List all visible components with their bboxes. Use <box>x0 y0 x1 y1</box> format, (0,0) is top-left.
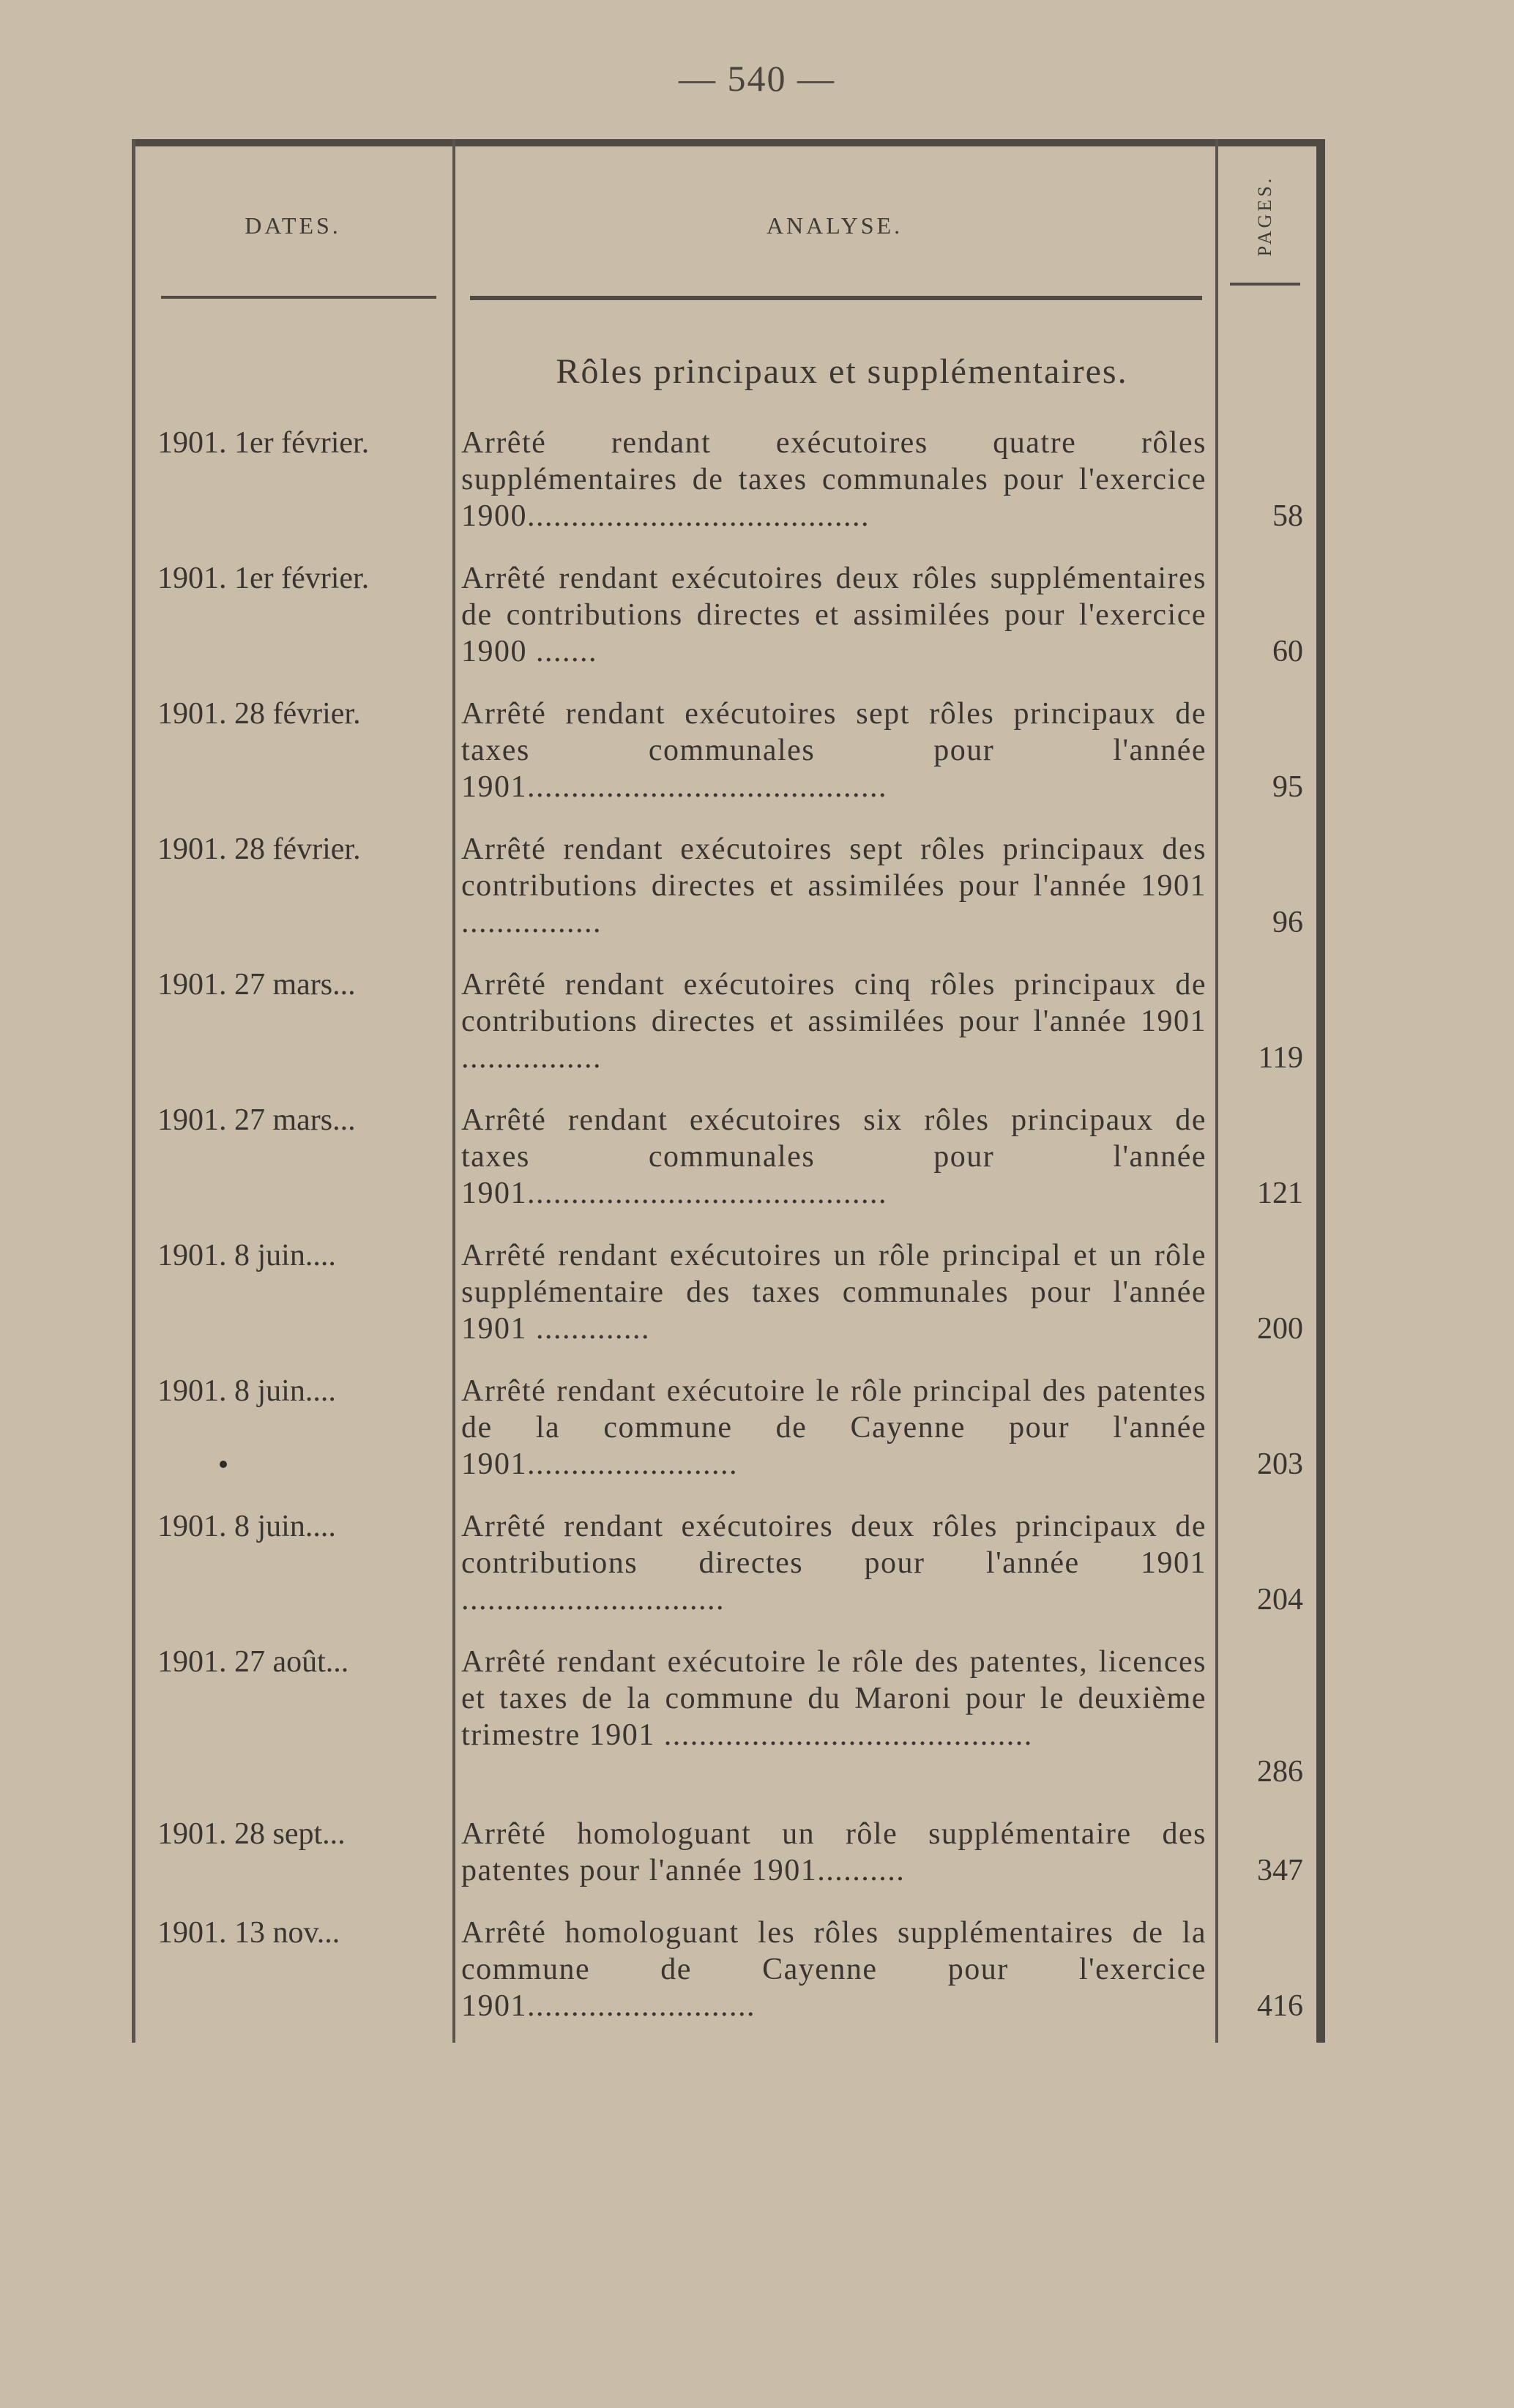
entry-page: 203 <box>1257 1447 1303 1481</box>
column-divider-pages <box>1215 139 1218 2043</box>
entry-analysis: Arrêté rendant exécutoire le rôle des patentes, licences et taxes de la commune du Maroni pour le deuxième trimestre 1901 .......................................... <box>461 1645 1207 1752</box>
entry-page: 200 <box>1257 1312 1303 1346</box>
header-rule-analyse <box>470 296 1202 300</box>
right-border <box>1316 139 1325 2043</box>
entry-analysis: Arrêté rendant exécutoires six rôles principaux de taxes communales pour l'année 1901......................................... <box>461 1103 1207 1210</box>
entry-page: 121 <box>1257 1177 1303 1210</box>
entry-analysis: Arrêté rendant exécutoire le rôle principal des patentes de la commune de Cayenne pour l'année 1901........................ <box>461 1374 1207 1481</box>
entry-date: 1901. 28 sept... <box>157 1817 346 1851</box>
entry-analysis: Arrêté rendant exécutoires sept rôles principaux de taxes communales pour l'année 1901......................................... <box>461 697 1207 804</box>
entry-page: 347 <box>1257 1854 1303 1887</box>
entry-date: 1901. 8 juin.... <box>157 1239 336 1272</box>
header-pages <box>1224 168 1306 264</box>
entry-page: 60 <box>1272 635 1303 668</box>
section-title: Rôles principaux et supplémentaires. <box>556 352 1128 391</box>
entry-page: 286 <box>1257 1755 1303 1789</box>
index-table <box>132 139 1325 2043</box>
header-analyse: ANALYSE. <box>766 212 903 239</box>
top-rule <box>132 139 1325 146</box>
bullet-mark <box>220 1461 227 1468</box>
header-pages-label: PAGES. <box>1254 175 1275 257</box>
entry-analysis: Arrêté rendant exécutoires deux rôles principaux de contributions directes pour l'année 1901 .............................. <box>461 1510 1207 1617</box>
entry-date: 1901. 27 mars... <box>157 1103 356 1137</box>
entry-date: 1901. 28 février. <box>157 832 361 866</box>
entry-page: 96 <box>1272 906 1303 939</box>
entry-date: 1901. 1er février. <box>157 426 370 460</box>
entry-date: 1901. 1er février. <box>157 562 370 595</box>
left-border <box>132 139 135 2043</box>
entry-analysis: Arrêté homologuant les rôles supplémentaires de la commune de Cayenne pour l'exercice 1901.......................... <box>461 1916 1207 2023</box>
header-rule-pages <box>1230 283 1300 286</box>
entry-date: 1901. 28 février. <box>157 697 361 731</box>
header-rule-dates <box>161 296 436 299</box>
entry-date: 1901. 8 juin.... <box>157 1374 336 1408</box>
entry-page: 58 <box>1272 499 1303 533</box>
entry-date: 1901. 8 juin.... <box>157 1510 336 1543</box>
header-dates: DATES. <box>245 212 341 239</box>
entry-date: 1901. 27 mars... <box>157 968 356 1002</box>
column-divider-dates <box>452 139 455 2043</box>
entry-analysis: Arrêté rendant exécutoires sept rôles principaux des contributions directes et assimilées pour l'année 1901 ................ <box>461 832 1207 939</box>
entry-analysis: Arrêté rendant exécutoires deux rôles supplémentaires de contributions directes et assimilées pour l'exercice 1900 ....... <box>461 562 1207 668</box>
entry-analysis: Arrêté rendant exécutoires cinq rôles principaux de contributions directes et assimilées pour l'année 1901 ................ <box>461 968 1207 1075</box>
entry-analysis: Arrêté homologuant un rôle supplémentaire des patentes pour l'année 1901.......... <box>461 1817 1207 1887</box>
entry-page: 204 <box>1257 1583 1303 1617</box>
entry-analysis: Arrêté rendant exécutoires un rôle principal et un rôle supplémentaire des taxes communales pour l'année 1901 ............. <box>461 1239 1207 1346</box>
entry-date: 1901. 13 nov... <box>157 1916 340 1950</box>
entry-page: 119 <box>1258 1041 1303 1075</box>
page-number: — 540 — <box>679 58 835 99</box>
entry-page: 416 <box>1257 1989 1303 2023</box>
entry-page: 95 <box>1272 770 1303 804</box>
entry-analysis: Arrêté rendant exécutoires quatre rôles supplémentaires de taxes communales pour l'exercice 1900....................................... <box>461 426 1207 533</box>
entry-date: 1901. 27 août... <box>157 1645 349 1679</box>
